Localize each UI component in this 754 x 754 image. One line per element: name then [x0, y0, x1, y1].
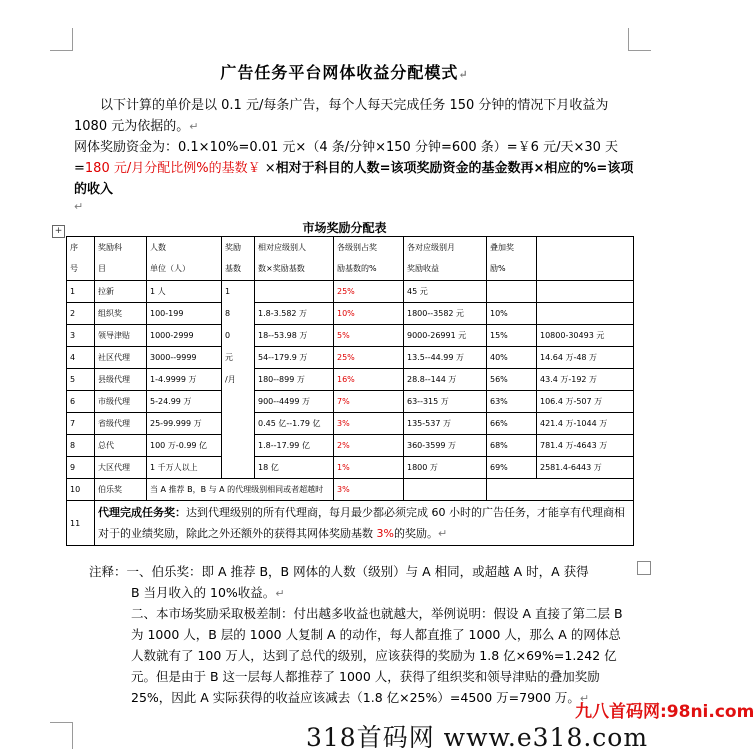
table-cell: 1800 万 [404, 457, 487, 479]
table-cell: 3% [334, 413, 404, 435]
table-cell [255, 281, 334, 303]
table-cell: 1 人 [147, 281, 222, 303]
header-cell: 各级别占奖 励基数的% [334, 237, 404, 281]
table-cell: 18 亿 [255, 457, 334, 479]
table-row [67, 435, 634, 457]
table-cell: 40% [487, 347, 537, 369]
table-cell: 781.4 万-4643 万 [537, 435, 634, 457]
table-cell: 3% [334, 479, 404, 501]
page-corner-mark [50, 28, 73, 51]
table-row [67, 457, 634, 479]
header-cell: 序 号 [67, 237, 95, 281]
table-cell: 360-3599 万 [404, 435, 487, 457]
table-cell: 拉新 [95, 281, 147, 303]
header-cell: 各对应级别月 奖励收益 [404, 237, 487, 281]
table-cell: 3000--9999 [147, 347, 222, 369]
table-cell: 1000-2999 [147, 325, 222, 347]
table-cell: 5% [334, 325, 404, 347]
table-cell: 组织奖 [95, 303, 147, 325]
table-cell: 元 [222, 347, 255, 369]
table-cell: 1-4.9999 万 [147, 369, 222, 391]
table-cell: 10% [334, 303, 404, 325]
table-cell: 5 [67, 369, 95, 391]
table-cell: 7 [67, 413, 95, 435]
table-cell: 伯乐奖 [95, 479, 147, 501]
note-bole: 注释：一、伯乐奖：即 A 推荐 B，B 网体的人数（级别）与 A 相同，或超越 A 时，A 获得 [89, 564, 589, 579]
table-cell: 1800--3582 元 [404, 303, 487, 325]
table-cell: 6 [67, 391, 95, 413]
table-cell: 25-99.999 万 [147, 413, 222, 435]
table-cell: 56% [487, 369, 537, 391]
table-cell: 大区代理 [95, 457, 147, 479]
table-cell: 63% [487, 391, 537, 413]
table-cell: 0.45 亿--1.79 亿 [255, 413, 334, 435]
table-cell: 2581.4-6443 万 [537, 457, 634, 479]
header-cell: 奖励 基数 [222, 237, 255, 281]
table-cell: 106.4 万-507 万 [537, 391, 634, 413]
table-cell: 2% [334, 435, 404, 457]
table-cell: 省级代理 [95, 413, 147, 435]
table-cell: 1.8-3.582 万 [255, 303, 334, 325]
table-cell: 63--315 万 [404, 391, 487, 413]
watermark-logo: 318首码网 www.e318.com [306, 723, 649, 752]
table-cell: 代理完成任务奖：达到代理级别的所有代理商，每月最少都必须完成 60 小时的广告任务，才能享有代理商相对于的业绩奖励，除此之外还额外的获得其网体奖励基数 3%的奖励。↵ [95, 501, 634, 546]
table-cell: 9 [67, 457, 95, 479]
table-cell: 421.4 万-1044 万 [537, 413, 634, 435]
table-cell: 11 [67, 501, 95, 546]
table-cell: 5-24.99 万 [147, 391, 222, 413]
table-cell: 0 [222, 325, 255, 347]
table-cell: 25% [334, 281, 404, 303]
table-cell: 4 [67, 347, 95, 369]
table-row [67, 303, 634, 325]
formula-paragraph: 网体奖励资金为：0.1×10%=0.01 元×（4 条/分钟×150 分钟=600 条）=￥6 元/天×30 天=180 元/月分配比例%的基数￥ ×相对于科目的人数=该项奖励资金的基金数再×相应的%=该项的收入 [74, 140, 634, 197]
table-cell: 社区代理 [95, 347, 147, 369]
note-bole-continued: B 当月收入的 10%收益。↵ [131, 585, 285, 600]
page-corner-mark [50, 722, 73, 749]
table-title: 市场奖励分配表 [302, 221, 387, 235]
table-cell: 3 [67, 325, 95, 347]
table-cell: 1 [222, 281, 255, 303]
table-cell: 180--899 万 [255, 369, 334, 391]
table-cell: 15% [487, 325, 537, 347]
table-cell: 10800-30493 元 [537, 325, 634, 347]
table-cell: 900--4499 万 [255, 391, 334, 413]
table-cell: 1 千万人以上 [147, 457, 222, 479]
reward-table [66, 236, 634, 546]
header-cell: 奖励科 目 [95, 237, 147, 281]
table-row-task-reward [67, 501, 634, 546]
watermark-logo: 九八首码网:98ni.com [575, 702, 754, 722]
table-row [67, 281, 634, 303]
table-cell [222, 413, 255, 435]
table-cell: 43.4 万-192 万 [537, 369, 634, 391]
table-cell: 135-537 万 [404, 413, 487, 435]
table-cell: 68% [487, 435, 537, 457]
empty-paragraph-mark: ↵ [74, 200, 84, 213]
document-title: 广告任务平台网体收益分配模式↵ [220, 63, 469, 82]
table-row [67, 347, 634, 369]
table-move-handle-icon[interactable]: + [52, 225, 65, 238]
table-cell: 总代 [95, 435, 147, 457]
table-cell: 100-199 [147, 303, 222, 325]
text-box-marker [637, 561, 651, 575]
table-row-bole [67, 479, 634, 501]
table-cell: 1% [334, 457, 404, 479]
table-cell: 100 万-0.99 亿 [147, 435, 222, 457]
table-cell [487, 281, 537, 303]
header-cell: 叠加奖 励% [487, 237, 537, 281]
table-cell: 16% [334, 369, 404, 391]
table-cell: 18--53.98 万 [255, 325, 334, 347]
table-cell: 9000-26991 元 [404, 325, 487, 347]
table-body [67, 281, 634, 479]
table-cell [537, 303, 634, 325]
table-cell: 54--179.9 万 [255, 347, 334, 369]
table-row [67, 325, 634, 347]
table-header-row [67, 237, 634, 281]
table-cell: 10% [487, 303, 537, 325]
table-cell: 领导津贴 [95, 325, 147, 347]
intro-paragraph: 以下计算的单价是以 0.1 元/每条广告，每个人每天完成任务 150 分钟的情况下月收益为 1080 元为依据的。↵ [74, 98, 609, 134]
table-cell: 25% [334, 347, 404, 369]
header-cell: 相对应级别人 数×奖励基数 [255, 237, 334, 281]
table-row [67, 369, 634, 391]
note-differential: 二、本市场奖励采取极差制：付出越多收益也就越大，举例说明：假设 A 直接了第二层 B 为 1000 人，B 层的 1000 人复制 A 的动作，每人都直推了 1000 人，那么 A 的网体总人数就有了 100 万人，达到了总代的级别，应该获得的奖励为 1.8 亿×69%=1.242 亿元。但是由于 B 这一层每人都推荐了 1000 人，获得了组织奖和领导津贴的叠加奖励 25%，因此 A 实际获得的收益应该减去（1.8 亿×25%）=4500 万=7900 万。↵ [131, 606, 623, 705]
table-cell: /月 [222, 369, 255, 391]
table-cell [537, 281, 634, 303]
header-cell [537, 237, 634, 281]
table-cell: 8 [222, 303, 255, 325]
table-cell [222, 391, 255, 413]
table-cell: 14.64 万-48 万 [537, 347, 634, 369]
table-cell: 市级代理 [95, 391, 147, 413]
table-cell: 10 [67, 479, 95, 501]
table-cell: 2 [67, 303, 95, 325]
table-row [67, 391, 634, 413]
table-cell [222, 457, 255, 479]
header-cell: 人数 单位（人） [147, 237, 222, 281]
table-cell: 1 [67, 281, 95, 303]
table-cell: 县级代理 [95, 369, 147, 391]
table-cell: 8 [67, 435, 95, 457]
table-cell: 1.8--17.99 亿 [255, 435, 334, 457]
table-cell [222, 435, 255, 457]
table-cell: 当 A 推荐 B，B 与 A 的代理级别相同或者超越时 [147, 479, 334, 501]
table-cell: 28.8--144 万 [404, 369, 487, 391]
table-cell: 45 元 [404, 281, 487, 303]
table-row [67, 413, 634, 435]
table-cell [404, 479, 487, 501]
table-cell: 13.5--44.99 万 [404, 347, 487, 369]
table-cell: 66% [487, 413, 537, 435]
page-corner-mark [628, 28, 651, 51]
table-cell [487, 479, 634, 501]
table-cell: 7% [334, 391, 404, 413]
table-cell: 69% [487, 457, 537, 479]
